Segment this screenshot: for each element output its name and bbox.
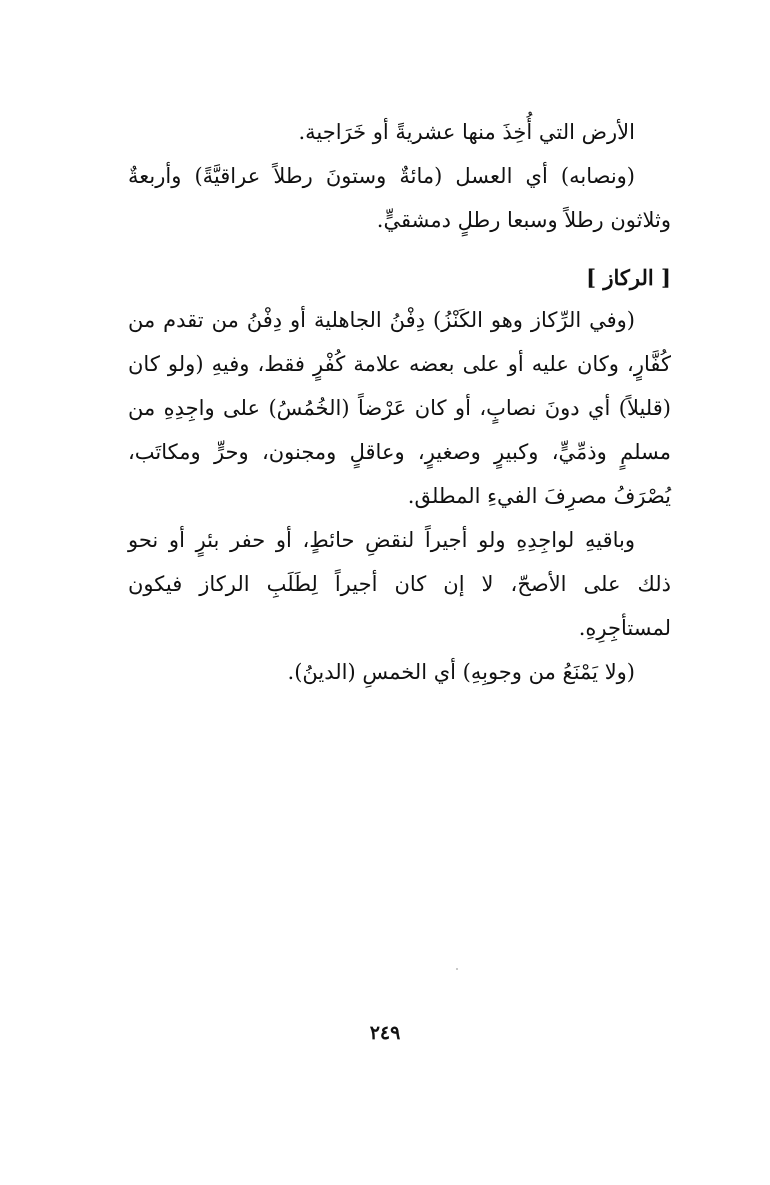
paragraph-land-tax: الأرض التي أُخِذَ منها عشريةً أو خَرَاجية. — [298, 120, 635, 144]
top-text-block — [128, 110, 671, 242]
paragraph-rikaz-definition: (وفي الرِّكاز وهو الكَنْزُ) دِفْنُ الجاهلية أو دِفْنُ من تقدم من كُفَّارٍ، وكان عليه أو على بعضه علامة كُفْرٍ فقط، وفيهِ (ولو كان (قليلاً) أي دونَ نصابٍ، أو كان عَرْضاً (الخُمُسُ) على واجِدِهِ من مسلمٍ وذمِّيٍّ، وكبيرٍ وصغيرٍ، وعاقلٍ ومجنون، وحرٍّ ومكاتَب، يُصْرَفُ مصرِفَ الفيءِ المطلق. — [128, 308, 671, 508]
page-number: ٢٤٩ — [369, 1022, 401, 1044]
section-heading-rikaz: [ الركاز ] — [586, 265, 671, 290]
paragraph-rikaz-remainder: وباقيهِ لواجِدِهِ ولو أجيراً لنقضِ حائطٍ، أو حفر بئرٍ أو نحو ذلك على الأصحّ، لا إن كان أجيراً لِطَلَبِ الركاز فيكون لمستأجِرِهِ. — [128, 528, 671, 640]
rikaz-section — [128, 258, 671, 694]
paragraph-honey-nisab: (ونصابه) أي العسل (مائةٌ وستونَ رطلاً عراقيَّةً) وأربعةٌ وثلاثون رطلاً وسبعا رطلٍ دمشقيٍّ. — [128, 164, 671, 232]
paper-speck — [456, 968, 458, 970]
paragraph-rikaz-debt: (ولا يَمْنَعُ من وجوبِهِ) أي الخمسِ (الدينُ). — [287, 660, 635, 684]
